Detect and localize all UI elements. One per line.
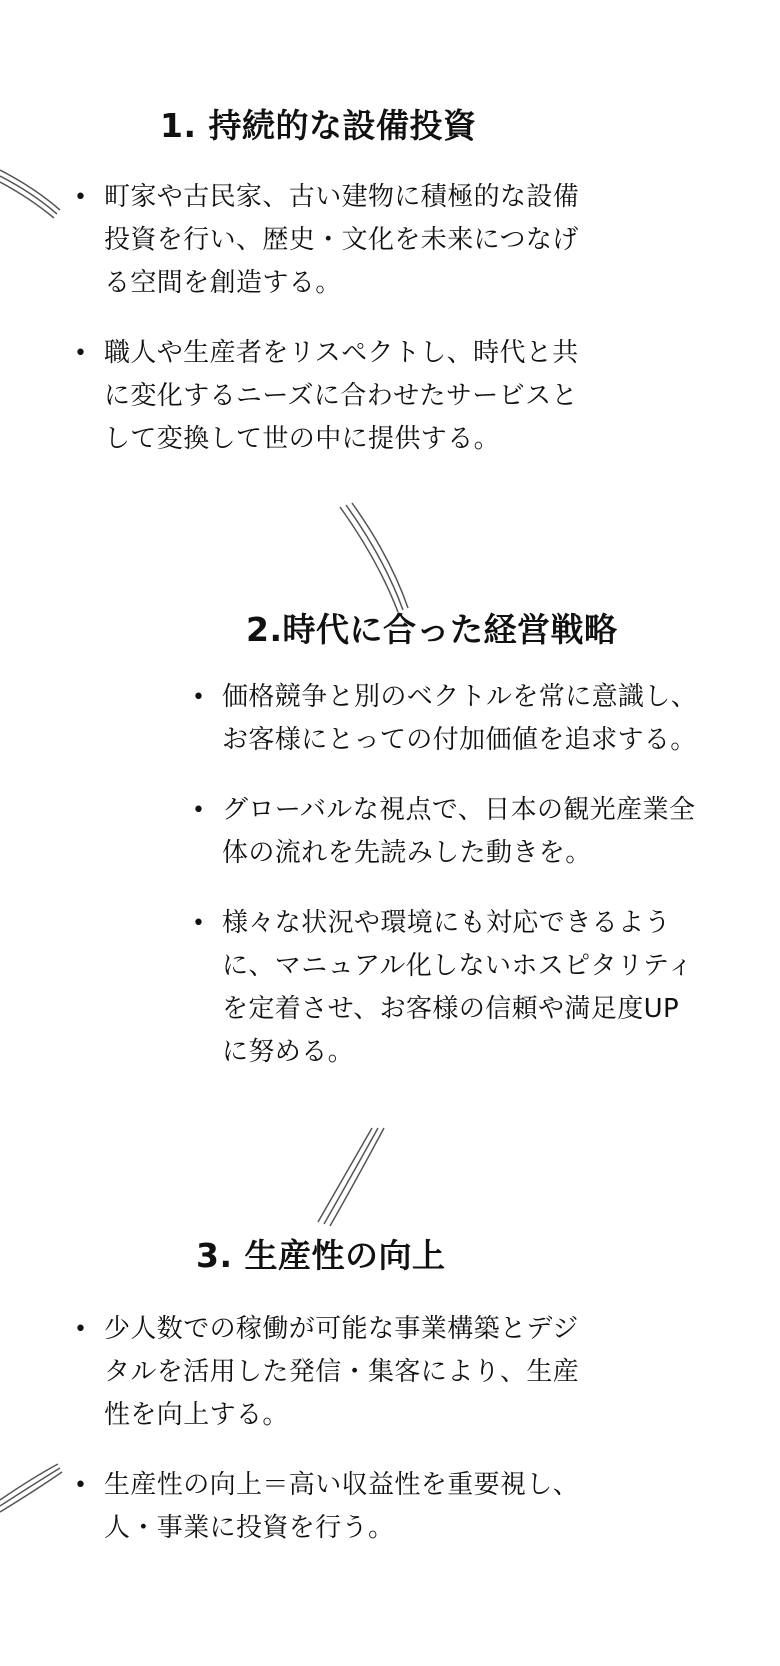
list-item: • 町家や古民家、古い建物に積極的な設備投資を行い、歴史・文化を未来につなげる空間を創造する。 [104,176,584,305]
section-2-heading: 2.時代に合った経営戦略 [246,610,618,649]
list-item: • 価格競争と別のベクトルを常に意識し、お客様にとっての付加価値を追求する。 [222,676,700,762]
list-item: • 職人や生産者をリスペクトし、時代と共に変化するニーズに合わせたサービスとして変換して世の中に提供する。 [104,332,584,461]
list-item: • グローバルな視点で、日本の観光産業全体の流れを先読みした動きを。 [222,789,700,875]
bullet-icon: • [74,1317,88,1342]
list-item: • 様々な状況や環境にも対応できるように、マニュアル化しないホスピタリティを定着させ、お客様の信頼や満足度UPに努める。 [222,902,700,1074]
bullet-icon: • [74,341,88,366]
section-3-list [74,1308,584,1577]
section-1-heading: 1. 持続的な設備投資 [160,106,477,145]
bullet-icon: • [192,911,206,936]
section-3-heading: 3. 生産性の向上 [196,1236,446,1275]
bullet-icon: • [192,798,206,823]
bullet-icon: • [192,685,206,710]
section-1-list [74,176,584,488]
bullet-icon: • [74,1473,88,1498]
list-item: • 少人数での稼働が可能な事業構築とデジタルを活用した発信・集客により、生産性を向上する。 [104,1308,584,1437]
section-2-list [192,676,700,1101]
bullet-icon: • [74,185,88,210]
list-item: • 生産性の向上＝高い収益性を重要視し、人・事業に投資を行う。 [104,1464,584,1550]
